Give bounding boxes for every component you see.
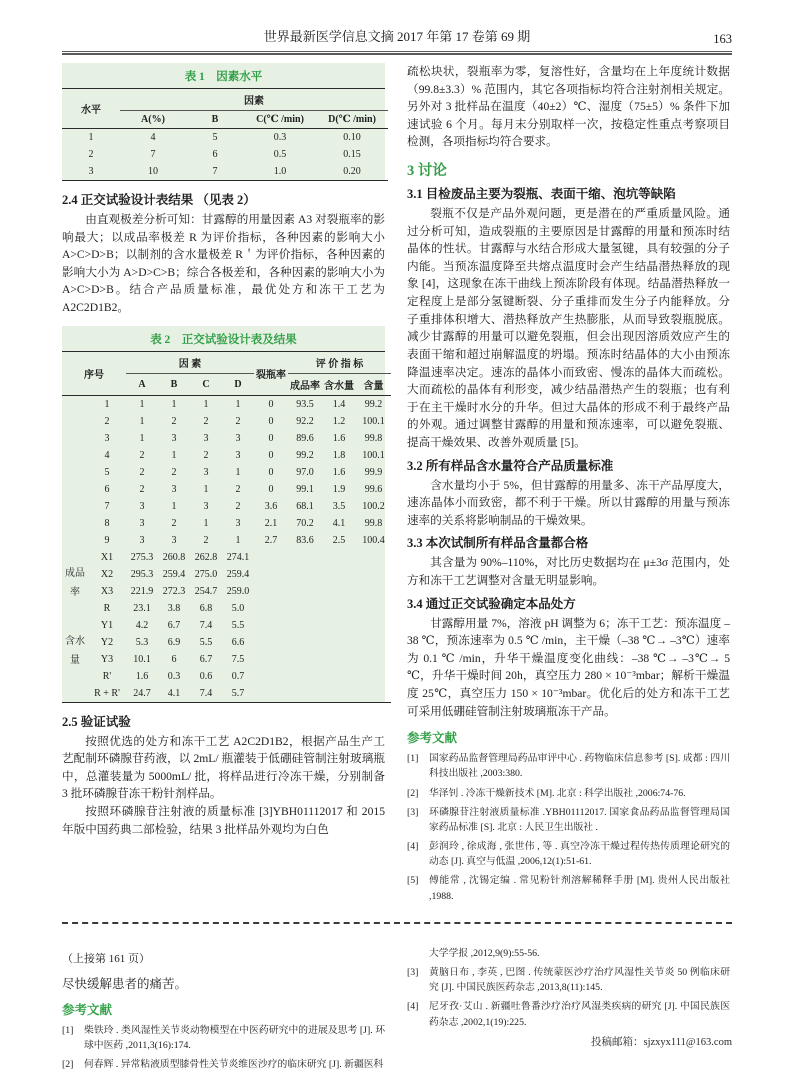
col-header-content: 含量 bbox=[363, 380, 384, 392]
table-cell: 5 bbox=[104, 466, 110, 478]
col-header-factors: 因素 bbox=[120, 89, 388, 111]
row-label: R' bbox=[102, 670, 112, 682]
table-cell: 3 bbox=[88, 166, 94, 177]
table-cell: 254.7 bbox=[194, 585, 218, 597]
table-cell: 5.3 bbox=[135, 636, 149, 648]
table-cell: 272.3 bbox=[162, 585, 186, 597]
table-cell: 262.8 bbox=[194, 551, 218, 563]
table-cell: 3 bbox=[203, 432, 209, 444]
table-row bbox=[62, 413, 391, 430]
table-cell: 99.8 bbox=[364, 432, 383, 444]
table-cell: 7.4 bbox=[199, 687, 213, 699]
col-header-crack-rate: 裂瓶率 bbox=[256, 369, 286, 381]
table-cell: 23.1 bbox=[133, 602, 151, 614]
table-cell bbox=[62, 395, 88, 413]
table-cell: 1.4 bbox=[332, 398, 346, 410]
bottom-columns bbox=[62, 940, 732, 1077]
table-cell: 2.7 bbox=[264, 534, 278, 546]
main-columns bbox=[62, 63, 732, 908]
table-cell bbox=[254, 600, 391, 617]
table-cell: 4.2 bbox=[135, 619, 149, 631]
table-cell: 4.1 bbox=[332, 517, 346, 529]
bottom-references-heading: 参考文献 bbox=[62, 1002, 113, 1017]
table-cell bbox=[254, 651, 391, 668]
reference-number: [2] bbox=[407, 787, 419, 799]
table-row bbox=[62, 129, 388, 147]
table-cell: 0 bbox=[268, 432, 274, 444]
reference-text: 柴铁玲 . 类风湿性关节炎动物模型在中医药研究中的进展及思考 [J]. 环球中医药 ,2011,3(16):174. bbox=[84, 1024, 385, 1051]
table-cell: 70.2 bbox=[296, 517, 314, 529]
table-cell: 3 bbox=[171, 534, 177, 546]
section-3-2-heading: 3.2 所有样品含水量符合产品质量标准 bbox=[407, 458, 614, 473]
table-row bbox=[62, 549, 391, 566]
table-cell: 295.3 bbox=[130, 568, 154, 580]
table-cell: 0.7 bbox=[231, 670, 245, 682]
table-row bbox=[62, 464, 391, 481]
table-row bbox=[62, 430, 391, 447]
table-cell: 2 bbox=[203, 534, 209, 546]
table-cell: 4 bbox=[104, 449, 110, 461]
table-cell: 1 bbox=[139, 432, 145, 444]
table-cell: 1 bbox=[235, 398, 241, 410]
table-cell: 10.1 bbox=[133, 653, 151, 665]
table-cell: 3 bbox=[139, 500, 145, 512]
bottom-left-column bbox=[62, 940, 385, 1077]
reference-text: 何春辉 . 异常粘液质型膝骨性关节炎维医沙疗的临床研究 [J]. 新疆医科 bbox=[84, 1059, 384, 1071]
col-header-b: B bbox=[170, 378, 178, 390]
table-cell: 2 bbox=[171, 415, 177, 427]
table-cell bbox=[62, 515, 88, 532]
table-cell: 2 bbox=[203, 415, 209, 427]
reference-item bbox=[407, 873, 730, 903]
references-list bbox=[407, 751, 730, 904]
table-cell: 4 bbox=[150, 132, 156, 143]
table-row bbox=[62, 163, 388, 181]
section-2-5-paragraph-1: 按照优选的处方和冻干工艺 A2C2D1B2，根据产品生产工艺配制环磷腺苷药液，以 2mL/ 瓶灌装于低硼硅管制注射玻璃瓶中，总灌装量为 5000mL/ 批，将样品进行冷冻干燥，分别制备 3 批环磷腺苷冻干粉针剂样品。 bbox=[62, 734, 385, 801]
table-cell: 1.6 bbox=[332, 466, 346, 478]
header-rule bbox=[62, 51, 732, 55]
table-cell bbox=[254, 685, 391, 703]
table-cell: 1 bbox=[104, 398, 110, 410]
col-header-level: 水平 bbox=[81, 105, 101, 116]
table-cell bbox=[62, 685, 88, 703]
table-cell: 6 bbox=[171, 653, 177, 665]
table-cell: 100.1 bbox=[362, 415, 385, 427]
section-3-3-heading: 3.3 本次试制所有样品含量都合格 bbox=[407, 536, 589, 551]
table1-grid bbox=[62, 89, 388, 181]
row-label: X3 bbox=[100, 585, 114, 597]
table-cell: 1 bbox=[203, 517, 209, 529]
submission-email: 投稿邮箱：sjzxyx111@163.com bbox=[590, 1037, 732, 1048]
table-cell bbox=[62, 413, 88, 430]
table-cell: 5 bbox=[212, 132, 218, 143]
table-cell: 3 bbox=[203, 466, 209, 478]
reference-item bbox=[407, 965, 730, 995]
table-cell: 7 bbox=[212, 166, 218, 177]
table-cell: 1 bbox=[203, 398, 209, 410]
table-cell: 7.5 bbox=[231, 653, 245, 665]
table-cell: 7 bbox=[104, 500, 110, 512]
table-cell: 1 bbox=[235, 466, 241, 478]
table-cell: 259.4 bbox=[226, 568, 250, 580]
table-cell: 2 bbox=[235, 500, 241, 512]
table2-summary bbox=[62, 549, 391, 703]
table-cell bbox=[254, 634, 391, 651]
table1 bbox=[62, 63, 385, 181]
table-cell bbox=[254, 617, 391, 634]
table-row bbox=[62, 634, 391, 651]
table-row bbox=[62, 447, 391, 464]
table-cell: 3.8 bbox=[167, 602, 181, 614]
table-cell: 6.7 bbox=[167, 619, 181, 631]
table-row bbox=[62, 651, 391, 668]
col-header-a: A(%) bbox=[141, 114, 165, 125]
table-cell: 260.8 bbox=[162, 551, 186, 563]
table-cell bbox=[254, 668, 391, 685]
right-column bbox=[407, 63, 730, 908]
page-header bbox=[62, 26, 732, 51]
table-cell: 2 bbox=[171, 517, 177, 529]
table-row bbox=[62, 583, 391, 600]
row-label: X1 bbox=[100, 551, 114, 563]
table-cell: 92.2 bbox=[296, 415, 314, 427]
reference-number: [4] bbox=[407, 841, 419, 853]
col-header-seq: 序号 bbox=[84, 369, 104, 381]
section-2-4-heading: 2.4 正交试验设计表结果 （见表 2） bbox=[62, 193, 256, 207]
row-label: X2 bbox=[100, 568, 114, 580]
table-cell bbox=[254, 566, 391, 583]
table-cell bbox=[254, 583, 391, 600]
table-cell: 2 bbox=[139, 449, 145, 461]
table-cell: 99.6 bbox=[364, 483, 383, 495]
reference-number: [4] bbox=[407, 1001, 419, 1013]
table1-head bbox=[62, 89, 388, 129]
table-cell: 3 bbox=[139, 517, 145, 529]
table-cell: 100.1 bbox=[362, 449, 385, 461]
section-3-3-paragraph: 其含量为 90%–110%，对比历史数据均在 μ±3σ 范围内，处方和冻干工艺调整对含量无明显影响。 bbox=[407, 556, 730, 588]
table-cell: 5.5 bbox=[199, 636, 213, 648]
table-cell: 6 bbox=[212, 149, 218, 160]
table-cell bbox=[254, 549, 391, 566]
table-cell: 99.1 bbox=[296, 483, 314, 495]
table-cell: 2.1 bbox=[264, 517, 278, 529]
col-header-c: C(℃ /min) bbox=[256, 114, 304, 125]
table-cell: 0.3 bbox=[273, 132, 287, 143]
table-cell: 275.3 bbox=[130, 551, 154, 563]
reference-item bbox=[407, 839, 730, 869]
left-column bbox=[62, 63, 385, 838]
table-row bbox=[62, 532, 391, 549]
table-cell: 1 bbox=[171, 500, 177, 512]
section-2-5-heading: 2.5 验证试验 bbox=[62, 714, 131, 729]
table-row bbox=[62, 146, 388, 163]
table-cell: 3 bbox=[235, 449, 241, 461]
table2-head bbox=[62, 352, 391, 396]
col-header-eval: 评 价 指 标 bbox=[288, 352, 391, 374]
table-cell: 3 bbox=[139, 534, 145, 546]
table-cell: 8 bbox=[104, 517, 110, 529]
table-cell: 68.1 bbox=[296, 500, 314, 512]
table-cell: 0 bbox=[268, 415, 274, 427]
table-cell: 100.4 bbox=[362, 534, 385, 546]
row-label: Y2 bbox=[100, 636, 114, 648]
journal-title: 世界最新医学信息文摘 2017 年第 17 卷第 69 期 bbox=[263, 29, 531, 44]
section-3-1-paragraph: 裂瓶不仅是产品外观问题，更是潜在的严重质量风险。通过分析可知，造成裂瓶的主要原因是甘露醇的用量和预冻时结晶体的性状。甘露醇与水结合形成大量氢键，具有较强的分子内能。当预冻温度降至共熔点温度时会产生结晶潜热释放的现象 [4]，这现象在冻干曲线上预冻阶段有体现。结晶潜热释放一定程度上是部分氢键断裂、分子重排而发生分子内能释放。分子重排体积增大、潜热释放产生热膨胀，从而导致裂瓶脱底。减少甘露醇的用量可以避免裂瓶，但会出现因溶质效应产生的表面干缩和超过崩解温度的坍塌。预冻时结晶体的大小由预冻降温速率决定。速冻的晶体小而致密、慢冻的晶体大而疏松。大而疏松的晶体有利形变，减少结晶潜热产生的裂瓶；也有利于在主干燥时水分的升华。但过大晶体的形成不利于最终产品的外观。通过调整甘露醇的用量和预冻速率，可以避免裂瓶、提高干燥效果、改善外观质量 [5]。 bbox=[407, 207, 730, 449]
table-cell: 0.3 bbox=[167, 670, 181, 682]
table-cell: 6 bbox=[104, 483, 110, 495]
group-label-water: 含水量 bbox=[65, 635, 85, 666]
table-cell: 1 bbox=[171, 398, 177, 410]
table-cell: 275.0 bbox=[194, 568, 218, 580]
bottom-right-column bbox=[407, 940, 730, 1077]
table2-body bbox=[62, 395, 391, 549]
table-row bbox=[62, 515, 391, 532]
reference-item bbox=[62, 1023, 385, 1053]
table2 bbox=[62, 326, 385, 703]
table-cell: 89.6 bbox=[296, 432, 314, 444]
table-cell: 259.0 bbox=[226, 585, 250, 597]
table-cell: 4.1 bbox=[167, 687, 181, 699]
table-cell: 5.5 bbox=[231, 619, 245, 631]
table-row bbox=[62, 481, 391, 498]
reference-number: [1] bbox=[407, 753, 419, 765]
section-3-4-heading: 3.4 通过正交试验确定本品处方 bbox=[407, 596, 576, 611]
table-cell: 3.5 bbox=[332, 500, 346, 512]
bottom-lead-text: 尽快缓解患者的痛苦。 bbox=[62, 976, 188, 991]
reference-item bbox=[407, 999, 730, 1029]
table-cell: 100.2 bbox=[362, 500, 385, 512]
reference-text: 傅能常 , 沈锡定编 . 常见粉针剂溶解稀释手册 [M]. 贵州人民出版社 ,1988. bbox=[429, 875, 730, 902]
table-cell: 2 bbox=[139, 466, 145, 478]
section-2-5-paragraph-2: 按照环磷腺苷注射液的质量标准 [3]YBH01112017 和 2015 年版中国药典二部检验，结果 3 批样品外观均为白色 bbox=[62, 805, 385, 836]
table-cell: 7 bbox=[150, 149, 156, 160]
table-cell: 2 bbox=[235, 483, 241, 495]
table-cell bbox=[62, 430, 88, 447]
reference-number: [2] bbox=[62, 1059, 74, 1071]
table-cell: 3 bbox=[171, 432, 177, 444]
table-cell: 3 bbox=[171, 483, 177, 495]
section-3-2-paragraph: 含水量均小于 5%，但甘露醇的用量多、冻干产品厚度大，速冻晶体小而致密，都不利于干燥。所以甘露醇的用量与预冻速率的关系将影响制品的干燥效果。 bbox=[407, 478, 730, 527]
table-cell bbox=[62, 532, 88, 549]
col-header-a: A bbox=[138, 378, 146, 390]
reference-item bbox=[62, 1057, 385, 1072]
table-cell: 3 bbox=[235, 517, 241, 529]
table-cell: 1 bbox=[235, 534, 241, 546]
table-row bbox=[62, 498, 391, 515]
table-cell: 2 bbox=[104, 415, 110, 427]
table1-title: 表 1 因素水平 bbox=[62, 63, 385, 89]
reference-text: 华泽钊 . 冷冻干燥新技术 [M]. 北京 : 科学出版社 ,2006:74-76. bbox=[429, 787, 686, 799]
reference-text: 国家药品监督管理局药品审评中心 . 药物临床信息参考 [S]. 成都 : 四川科技出版社 ,2003:380. bbox=[429, 753, 730, 780]
table1-body bbox=[62, 129, 388, 181]
reference-number: [3] bbox=[407, 967, 419, 978]
row-label: Y3 bbox=[100, 653, 114, 665]
table2-title: 表 2 正交试验设计表及结果 bbox=[62, 326, 385, 352]
table-cell: 2 bbox=[171, 466, 177, 478]
table-cell: 99.2 bbox=[296, 449, 314, 461]
reference-number: [1] bbox=[62, 1024, 74, 1036]
table-cell: 1 bbox=[203, 483, 209, 495]
section-3-1-heading: 3.1 目检废品主要为裂瓶、表面干缩、泡坑等缺陷 bbox=[407, 187, 676, 202]
table-cell: 3 bbox=[104, 432, 110, 444]
table-cell: 1 bbox=[139, 398, 145, 410]
table-cell: 97.0 bbox=[296, 466, 314, 478]
references-heading: 参考文献 bbox=[407, 731, 458, 746]
table-cell: 3 bbox=[235, 432, 241, 444]
table-cell: 1.8 bbox=[332, 449, 346, 461]
table-cell: 5.7 bbox=[231, 687, 245, 699]
section-2-4-paragraph: 由直观极差分析可知：甘露醇的用量因素 A3 对裂瓶率的影响最大；以成品率极差 R 为评价指标，各种因素的影响大小 A>C>D>B；以制剂的含水量极差 R＇为评价指标，各种因素的影响大小为 A>D>C>B；综合各极差和，各种因素的影响大小为 A>C>D>B。结合产品质量标准，最优处方和冻干工艺为 A2C2D1B2。 bbox=[62, 213, 385, 315]
reference-text: 环磷腺苷注射液质量标准 .YBH01112017. 国家食品药品监督管理局国家药品标准 [S]. 北京 : 人民卫生出版社 . bbox=[429, 806, 730, 833]
table-cell: 2 bbox=[88, 149, 94, 160]
table-cell: 1 bbox=[139, 415, 145, 427]
table-cell: 6.6 bbox=[231, 636, 245, 648]
row-label: R + R' bbox=[94, 687, 120, 699]
page-number: 163 bbox=[713, 32, 732, 46]
reference-number: [3] bbox=[407, 806, 419, 818]
table-cell: 1.0 bbox=[273, 166, 287, 177]
table-cell: 0.15 bbox=[343, 149, 361, 160]
table-cell: 2 bbox=[203, 449, 209, 461]
table-cell: 1 bbox=[171, 449, 177, 461]
table-cell: 3.6 bbox=[264, 500, 278, 512]
table-cell: 9 bbox=[104, 534, 110, 546]
reference-number: [5] bbox=[407, 875, 419, 887]
table-row bbox=[62, 685, 391, 703]
reference-item bbox=[407, 751, 730, 781]
table-row bbox=[62, 668, 391, 685]
table-row bbox=[62, 89, 388, 111]
table-cell: 99.2 bbox=[364, 398, 383, 410]
table-cell: 0 bbox=[268, 449, 274, 461]
table2-grid bbox=[62, 352, 391, 703]
reference-item bbox=[407, 805, 730, 835]
table-cell: 1.6 bbox=[135, 670, 149, 682]
article-divider bbox=[62, 922, 732, 924]
table-row bbox=[62, 352, 391, 374]
reference-text: 彭润玲 , 徐成海 , 张世伟 , 等 . 真空冷冻干燥过程传热传质理论研究的动态 [J]. 真空与低温 ,2006,12(1):51-61. bbox=[429, 841, 730, 868]
table-cell: 0.5 bbox=[273, 149, 287, 160]
continuation-paragraph: 疏松块状，裂瓶率为零，复溶性好，含量均在上年度统计数据（99.8±3.3）% 范围内，其它各项指标均符合注射剂相关规定。另外对 3 批样品在温度（40±2）℃、湿度（75±5）% 条件下加速试验 6 个月。每月末分别取样一次，按稳定性重点考察项目检测，各项指标均符合要求。 bbox=[407, 65, 730, 149]
table-cell: 5.0 bbox=[231, 602, 245, 614]
row-label: R bbox=[103, 602, 111, 614]
table-cell: 0.20 bbox=[343, 166, 361, 177]
table-cell: 6.9 bbox=[167, 636, 181, 648]
table-cell: 0 bbox=[268, 398, 274, 410]
table-cell: 1 bbox=[88, 132, 94, 143]
table-cell: 1.6 bbox=[332, 432, 346, 444]
table-cell: 99.9 bbox=[364, 466, 383, 478]
reference-continuation: 大学学报 ,2012,9(9):55-56. bbox=[429, 947, 540, 959]
table-cell bbox=[62, 464, 88, 481]
table-cell: 10 bbox=[148, 166, 158, 177]
table-cell: 1.2 bbox=[332, 415, 346, 427]
table-cell: 0 bbox=[268, 483, 274, 495]
reference-text: 尼牙孜·艾山 . 新疆吐鲁番沙疗治疗风湿类疾病的研究 [J]. 中国民族医药杂志 ,2002,1(19):225. bbox=[429, 1001, 730, 1028]
table-cell: 0 bbox=[268, 466, 274, 478]
table-cell bbox=[62, 447, 88, 464]
table-cell: 7.4 bbox=[199, 619, 213, 631]
continued-from-note: （上接第 161 页） bbox=[62, 952, 150, 965]
table-cell: 0.10 bbox=[343, 132, 361, 143]
table-cell: 93.5 bbox=[296, 398, 314, 410]
table-cell: 1.9 bbox=[332, 483, 346, 495]
section-3-4-paragraph: 甘露醇用量 7%，溶液 pH 调整为 6；冻干工艺：预冻温度 – 38 ℃，预冻速率为 0.5 ℃ /min，主干燥（–38 ℃→ –3℃）速率为 0.1 ℃ /min，升华干燥温度变化曲线：–38 ℃→ –3℃→ 5 ℃，升华干燥时间 20h，真空压力 280 × 10⁻³mbar；解析干燥温度 25℃，真空压力 150 × 10⁻³mbar。优化后的处方和冻干工艺可采用低硼硅管制注射玻璃瓶冻干产品。 bbox=[407, 616, 730, 718]
table-row bbox=[62, 566, 391, 583]
table-row bbox=[62, 617, 391, 634]
table-cell: 83.6 bbox=[296, 534, 314, 546]
table-cell: 0.6 bbox=[199, 670, 213, 682]
table-cell: 6.7 bbox=[199, 653, 213, 665]
table-cell: 3 bbox=[203, 500, 209, 512]
table-cell: 2 bbox=[139, 483, 145, 495]
table-cell: 2.5 bbox=[332, 534, 346, 546]
table-cell: 274.1 bbox=[226, 551, 250, 563]
reference-text: 黄脑日布 , 李英 , 巴图 . 传统蒙医沙疗治疗风湿性关节炎 50 例临床研究 [J]. 中国民族医药杂志 ,2013,8(11):145. bbox=[429, 967, 730, 994]
section-3-heading: 3 讨论 bbox=[407, 163, 447, 180]
row-label: Y1 bbox=[100, 619, 114, 631]
table-cell: 6.8 bbox=[199, 602, 213, 614]
table-cell: 221.9 bbox=[130, 585, 154, 597]
col-header-c: C bbox=[202, 378, 210, 390]
col-header-water: 含水量 bbox=[324, 380, 354, 392]
table-cell: 24.7 bbox=[133, 687, 151, 699]
table-cell bbox=[62, 481, 88, 498]
group-label-yield: 成品率 bbox=[65, 567, 85, 598]
col-header-b: B bbox=[211, 114, 219, 125]
table-cell: 259.4 bbox=[162, 568, 186, 580]
table-cell: 2 bbox=[235, 415, 241, 427]
table-row bbox=[62, 600, 391, 617]
reference-item bbox=[407, 786, 730, 801]
col-header-d: D(℃ /min) bbox=[328, 114, 376, 125]
col-header-factors: 因 素 bbox=[126, 352, 254, 374]
col-header-d: D bbox=[234, 378, 242, 390]
table-cell: 99.8 bbox=[364, 517, 383, 529]
col-header-yield: 成品率 bbox=[290, 380, 320, 392]
table-cell bbox=[62, 498, 88, 515]
table-row bbox=[62, 395, 391, 413]
